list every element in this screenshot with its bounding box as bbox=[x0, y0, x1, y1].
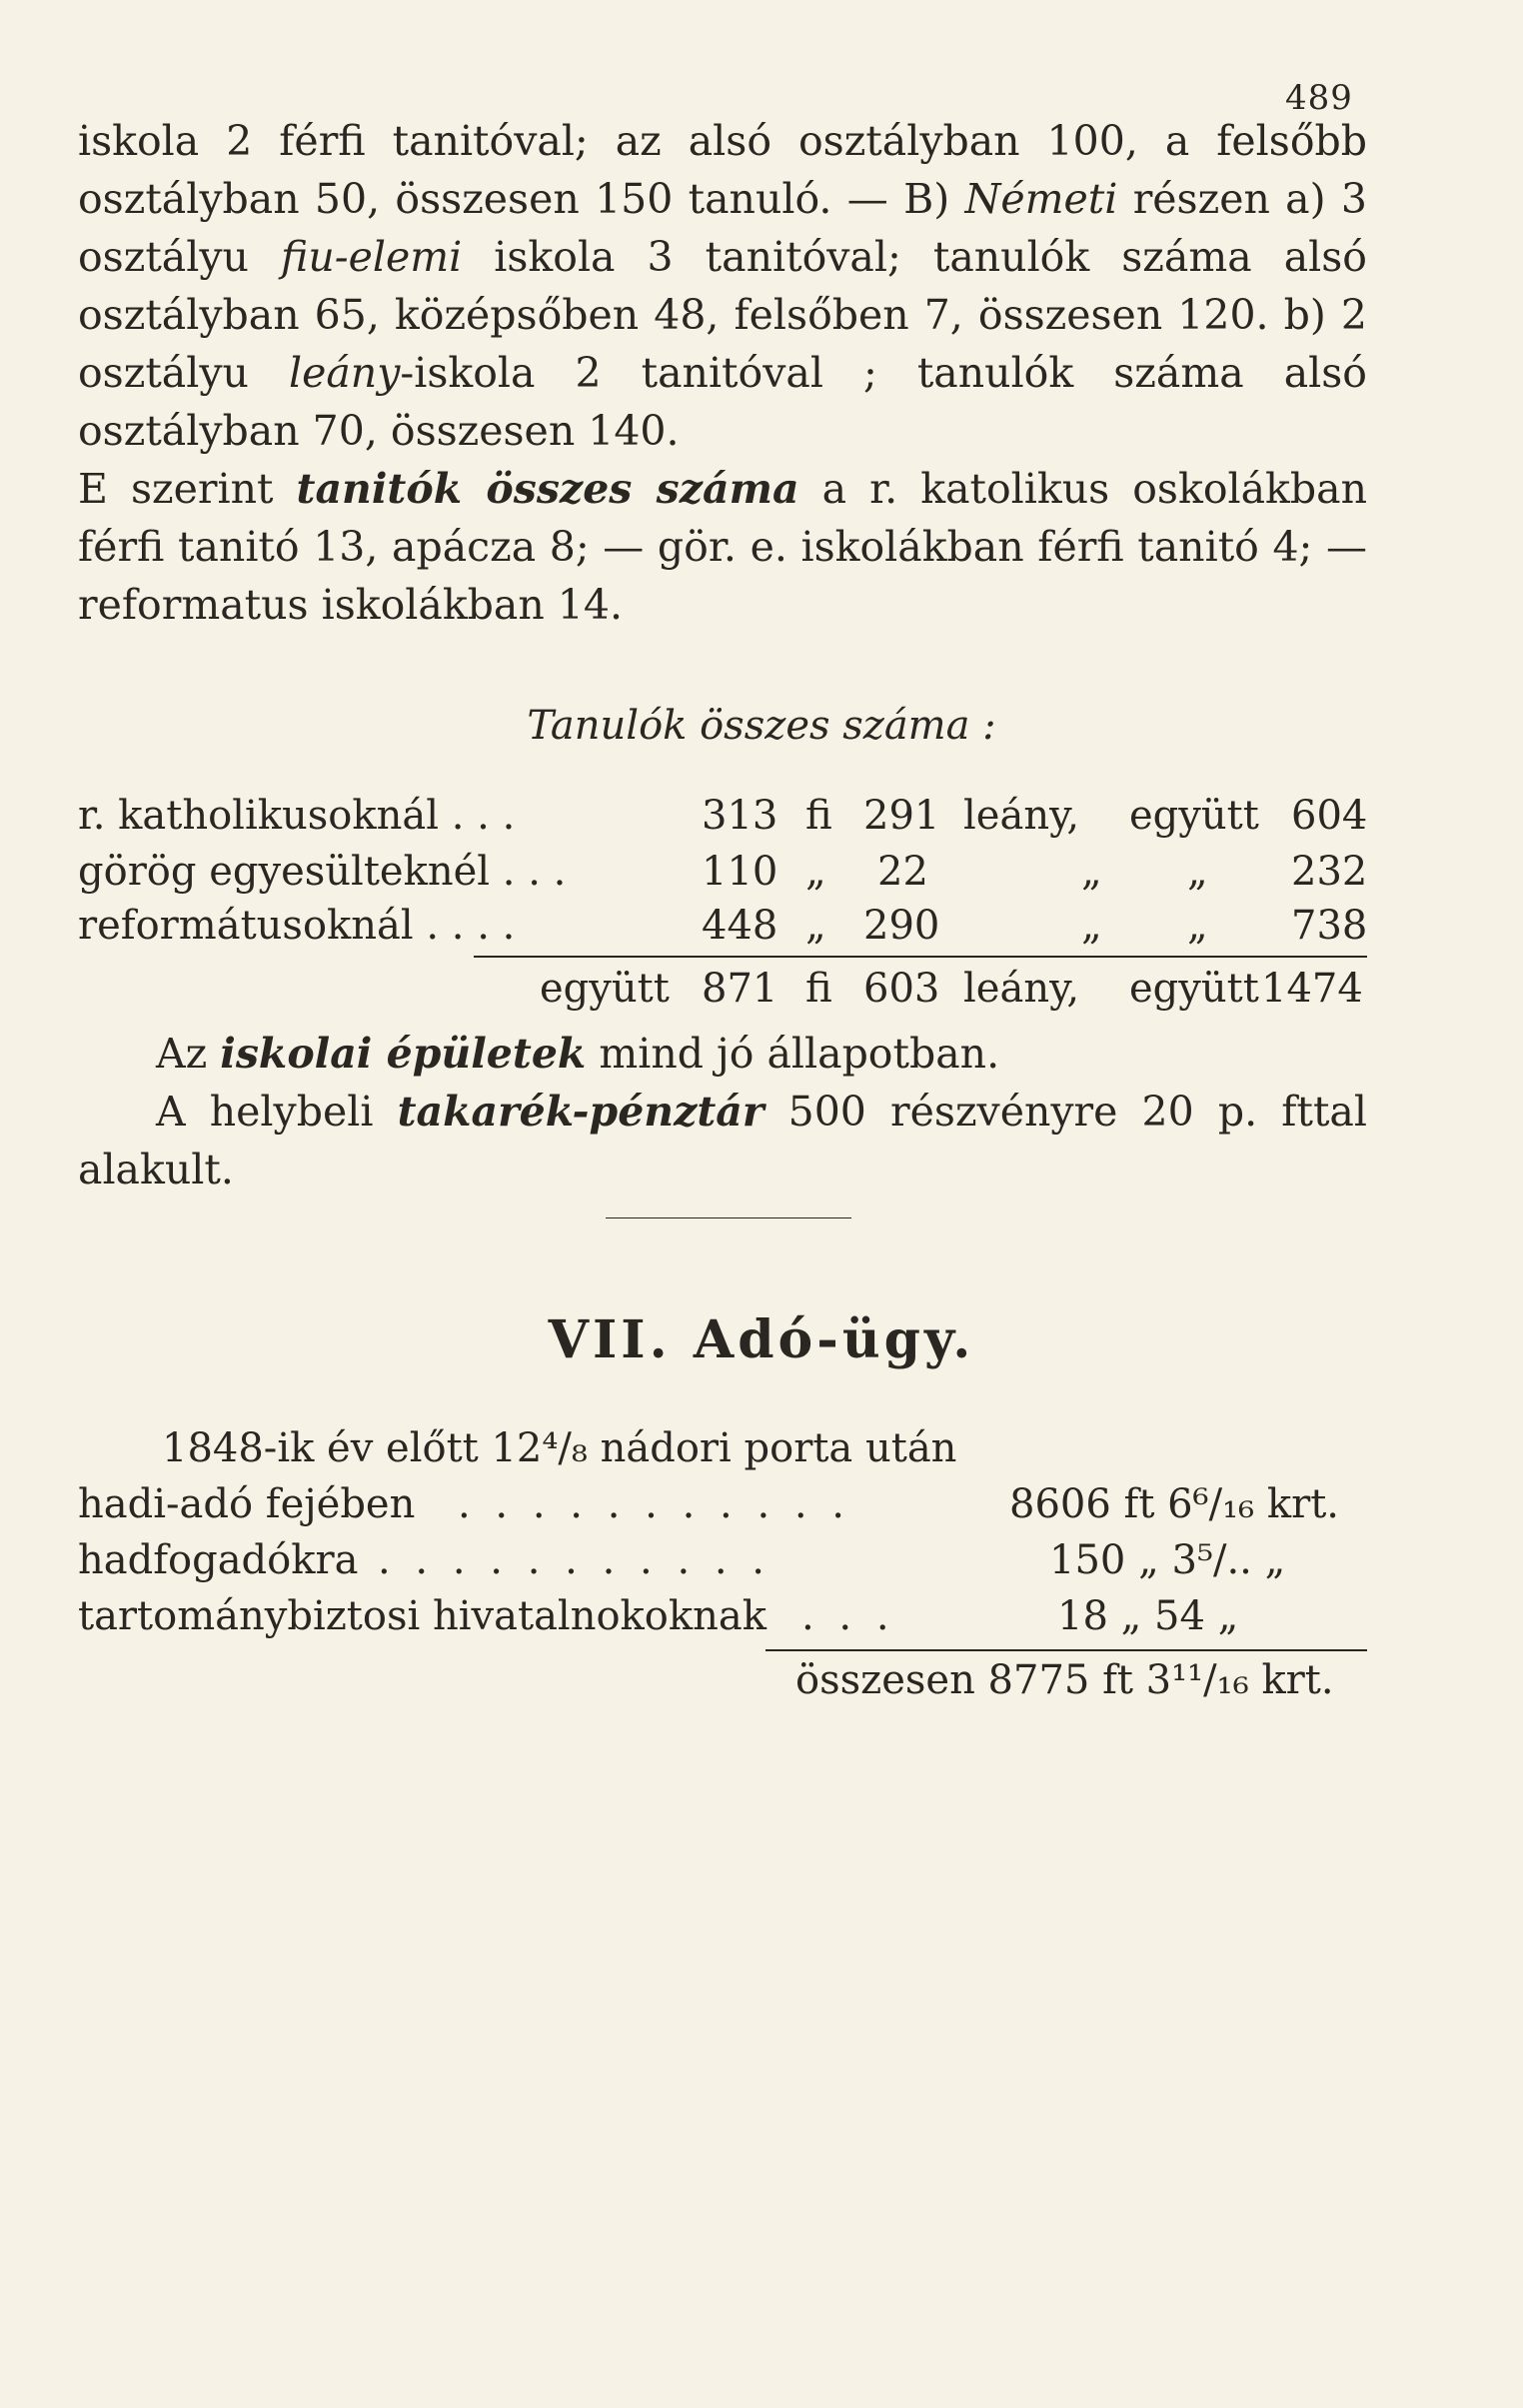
boys-count: 110 bbox=[702, 849, 778, 895]
tax-amount: 8606 ft 6⁶/₁₆ krt. bbox=[1009, 1481, 1339, 1527]
tax-label: tartománybiztosi hivatalnokoknak bbox=[78, 1593, 766, 1639]
boys-total: 871 bbox=[702, 966, 778, 1012]
students-caption: Tanulók összes száma : bbox=[527, 703, 996, 749]
ditto: fi bbox=[805, 793, 832, 839]
sum-rule bbox=[474, 956, 1367, 958]
tax-label: hadfogadókra bbox=[78, 1537, 359, 1583]
ditto: „ bbox=[1187, 849, 1208, 895]
girls-count: 290 bbox=[863, 903, 940, 949]
text: -iskola 2 tanitóval ; tanulók száma alsó osztályban 70, összesen 140. bbox=[78, 349, 1367, 455]
ditto: „ bbox=[1081, 903, 1102, 949]
table-total-row bbox=[78, 966, 1367, 1022]
table-row bbox=[78, 849, 1367, 905]
text: E szerint bbox=[78, 465, 297, 513]
ditto: fi bbox=[805, 966, 832, 1012]
ditto: „ bbox=[805, 849, 826, 895]
leader-dots: . . . . . . . . . . . bbox=[458, 1481, 851, 1527]
page-number: 489 bbox=[1285, 78, 1353, 118]
italic-text: fiu-elemi bbox=[280, 233, 463, 281]
girls-count: 22 bbox=[877, 849, 928, 895]
text: A helybeli bbox=[156, 1088, 398, 1136]
tax-intro: 1848-ik év előtt 12⁴/₈ nádori porta után bbox=[162, 1425, 957, 1471]
tax-row bbox=[78, 1537, 1367, 1593]
ditto: „ bbox=[1081, 849, 1102, 895]
row-total: 738 bbox=[1291, 903, 1368, 949]
italic-text: iskolai épületek bbox=[220, 1030, 587, 1078]
tax-row bbox=[78, 1481, 1367, 1537]
italic-text: takarék-pénztár bbox=[397, 1088, 764, 1136]
table-row bbox=[78, 793, 1367, 849]
paragraph-buildings-bank bbox=[78, 1025, 1367, 1199]
text: részen a) 3 osztályu bbox=[78, 175, 1367, 281]
total-label: együtt bbox=[540, 966, 670, 1012]
text: iskola 3 tanitóval; tanulók száma alsó osztályban 65, középsőben 48, felsőben 7, összesen 120. b) 2 osztályu bbox=[78, 233, 1367, 397]
row-label: reformátusoknál . . . . bbox=[78, 903, 516, 949]
tax-row bbox=[78, 1593, 1367, 1649]
italic-text: tanitók összes száma bbox=[296, 465, 799, 513]
paragraph-schools bbox=[78, 112, 1367, 634]
tax-label: hadi-adó fejében bbox=[78, 1481, 416, 1527]
text: a r. katolikus oskolákban férfi tanitó 13, apácza 8; — gör. e. iskolákban férfi tanitó 4; — reformatus iskolákban 14. bbox=[78, 465, 1367, 629]
italic-text: leány bbox=[288, 349, 401, 397]
grand-total: 1474 bbox=[1261, 966, 1363, 1012]
ditto: „ bbox=[805, 903, 826, 949]
girls-total: 603 bbox=[863, 966, 940, 1012]
tax-total: összesen 8775 ft 3¹¹/₁₆ krt. bbox=[795, 1657, 1334, 1703]
row-total: 232 bbox=[1291, 849, 1368, 895]
row-label: görög egyesülteknél . . . bbox=[78, 849, 567, 895]
leader-dots: . . . . . . . . . . . bbox=[378, 1537, 771, 1583]
text: mind jó állapotban. bbox=[586, 1030, 1000, 1078]
ditto: együtt bbox=[1129, 793, 1259, 839]
girls-count: 291 bbox=[863, 793, 940, 839]
boys-count: 313 bbox=[702, 793, 778, 839]
row-label: r. katholikusoknál . . . bbox=[78, 793, 516, 839]
ditto: leány, bbox=[963, 793, 1080, 839]
text: Az bbox=[156, 1030, 221, 1078]
boys-count: 448 bbox=[702, 903, 778, 949]
ditto: „ bbox=[1187, 903, 1208, 949]
sum-rule bbox=[765, 1649, 1367, 1651]
italic-text: Németi bbox=[964, 175, 1118, 223]
section-heading: VII. Adó-ügy. bbox=[548, 1309, 975, 1370]
ditto: leány, bbox=[963, 966, 1080, 1012]
total-label: együtt bbox=[1129, 966, 1259, 1012]
row-total: 604 bbox=[1291, 793, 1368, 839]
tax-amount: 18 „ 54 „ bbox=[1057, 1593, 1239, 1639]
text: 500 részvényre 20 p. fttal alakult. bbox=[78, 1088, 1367, 1194]
leader-dots: . . . bbox=[801, 1593, 895, 1639]
text: iskola 2 férfi tanitóval; az alsó osztályban 100, a felsőbb osztályban 50, összesen 150 tanuló. — B) bbox=[78, 117, 1367, 223]
section-divider bbox=[606, 1217, 851, 1218]
tax-amount: 150 „ 3⁵/.. „ bbox=[1049, 1537, 1286, 1583]
table-row bbox=[78, 903, 1367, 959]
